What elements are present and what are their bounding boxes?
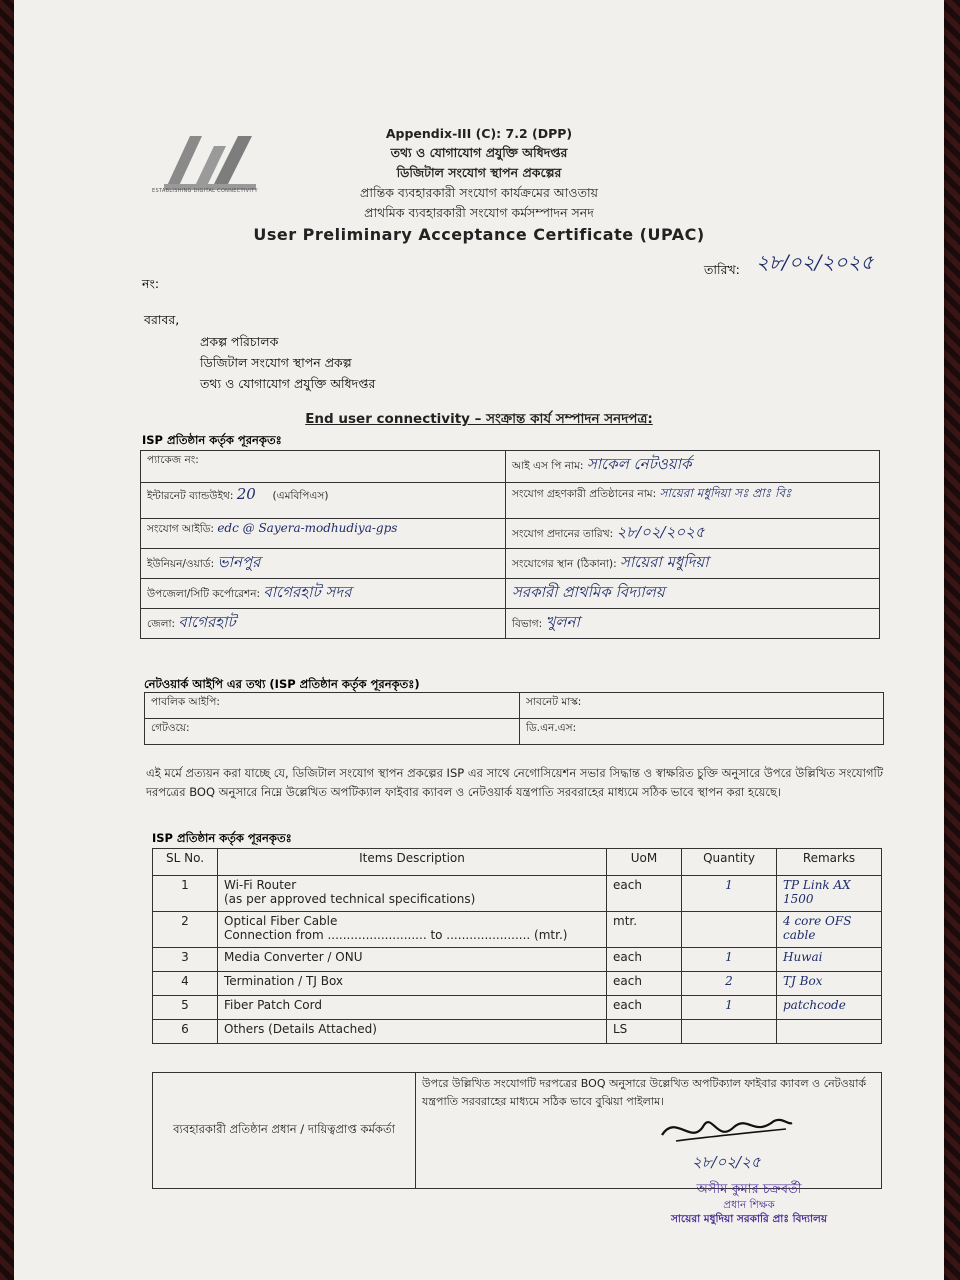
header-description: Items Description bbox=[218, 849, 607, 876]
row-sl: 5 bbox=[153, 996, 218, 1020]
row-sl: 6 bbox=[153, 1020, 218, 1044]
row-desc-line2: Connection from .......................... to ...................... (mtr.) bbox=[224, 928, 568, 942]
row-uom: each bbox=[607, 876, 682, 912]
table-row bbox=[153, 972, 882, 996]
subject-line: End user connectivity – সংক্রান্ত কার্য সম্পাদন সনদপত্র: bbox=[305, 411, 653, 427]
row-desc bbox=[218, 876, 607, 912]
stamp-name: অসীম কুমার চক্রবর্তী bbox=[696, 1182, 802, 1197]
address-line-2: ডিজিটাল সংযোগ স্থাপন প্রকল্প bbox=[200, 355, 352, 370]
acceptance-right-cell bbox=[416, 1073, 882, 1189]
row-uom: each bbox=[607, 948, 682, 972]
union-label: ইউনিয়ন/ওয়ার্ড: bbox=[147, 558, 215, 570]
connection-info-table bbox=[140, 450, 880, 639]
header-uom: UoM bbox=[607, 849, 682, 876]
row-sl: 2 bbox=[153, 912, 218, 948]
union-cell bbox=[141, 549, 506, 579]
row-qty: 1 bbox=[682, 948, 777, 972]
gateway-cell bbox=[145, 719, 520, 745]
address-to: বরাবর, bbox=[144, 312, 180, 327]
row-desc-line2: (as per approved technical specifications) bbox=[224, 892, 476, 906]
table-row bbox=[153, 912, 882, 948]
row-sl: 1 bbox=[153, 876, 218, 912]
signature-icon bbox=[656, 1107, 796, 1153]
row-qty: 1 bbox=[682, 996, 777, 1020]
conn-id-label: সংযোগ আইডি: bbox=[147, 523, 214, 535]
no-label: নং: bbox=[142, 276, 160, 291]
division-label: বিভাগ: bbox=[512, 618, 543, 630]
address-line-1: প্রকল্প পরিচালক bbox=[200, 334, 279, 349]
date-value: ২৮/০২/২০২৫ bbox=[756, 250, 874, 274]
isp-value: সাকেল নেটওয়ার্ক bbox=[586, 455, 692, 473]
certification-statement: এই মর্মে প্রত্যয়ন করা যাচ্ছে যে, ডিজিটাল সংযোগ স্থাপন প্রকল্পের ISP এর সাথে নেগোসিয়েশন সভার সিদ্ধান্ত ও স্বাক্ষরিত চুক্তি অনুসারে উপরে উল্লিখিত সংযোগটি দরপত্রের BOQ অনুসারে নিম্নে উল্লেখিত অপটিক্যাল ফাইবার ক্যাবল ও নেটওয়ার্ক যন্ত্রপাতি সরবরাহের মাধ্যমে সঠিক ভাবে স্থাপন করা হয়েছে। bbox=[146, 766, 884, 799]
subnet-cell bbox=[520, 693, 884, 719]
row-uom: LS bbox=[607, 1020, 682, 1044]
dns-cell bbox=[520, 719, 884, 745]
row-qty: 1 bbox=[682, 876, 777, 912]
section-1-title: ISP প্রতিষ্ঠান কর্তৃক পূরনকৃতঃ bbox=[142, 433, 282, 447]
signature-date: ২৮/০২/২৫ bbox=[692, 1153, 761, 1171]
section-2-title: ISP প্রতিষ্ঠান কর্তৃক পূরনকৃতঃ bbox=[152, 831, 292, 845]
public-ip-label: পাবলিক আইপি: bbox=[151, 696, 220, 708]
upazila-cell bbox=[141, 579, 506, 609]
location-label: সংযোগের স্থান (ঠিকানা): bbox=[512, 558, 617, 570]
stamp-school: সায়েরা মধুদিয়া সরকারি প্রাঃ বিদ্যালয় bbox=[670, 1213, 828, 1225]
row-desc-line1: Wi-Fi Router bbox=[224, 878, 297, 892]
project-title: ডিজিটাল সংযোগ স্থাপন প্রকল্পের bbox=[396, 165, 562, 180]
public-ip-cell bbox=[145, 693, 520, 719]
row-remarks: TJ Box bbox=[777, 972, 882, 996]
address-line-3: তথ্য ও যোগাযোগ প্রযুক্তি অধিদপ্তর bbox=[200, 376, 376, 391]
district-label: জেলা: bbox=[147, 618, 176, 630]
row-remarks bbox=[777, 1020, 882, 1044]
upazila-value: বাগেরহাট সদর bbox=[263, 583, 352, 601]
certificate-bn-title: প্রাথমিক ব্যবহারকারী সংযোগ কর্মসম্পাদন সনদ bbox=[364, 205, 594, 220]
header-remarks: Remarks bbox=[777, 849, 882, 876]
row-uom: each bbox=[607, 972, 682, 996]
certificate-en-title: User Preliminary Acceptance Certificate (UPAC) bbox=[253, 225, 705, 244]
location-cont-cell bbox=[506, 579, 880, 609]
department-title: তথ্য ও যোগাযোগ প্রযুক্তি অধিদপ্তর bbox=[390, 145, 568, 160]
district-cell bbox=[141, 609, 506, 639]
items-table bbox=[152, 848, 882, 1044]
dns-label: ডি.এন.এস: bbox=[526, 722, 577, 734]
table-row bbox=[153, 948, 882, 972]
network-table bbox=[144, 692, 884, 745]
conn-id-cell bbox=[141, 519, 506, 549]
location-cell bbox=[506, 549, 880, 579]
table-row bbox=[153, 1020, 882, 1044]
row-desc bbox=[218, 912, 607, 948]
bandwidth-label: ইন্টারনেট ব্যান্ডউইথ: bbox=[147, 490, 234, 502]
row-desc: Termination / TJ Box bbox=[218, 972, 607, 996]
conn-date-cell bbox=[506, 519, 880, 549]
isp-cell bbox=[506, 451, 880, 483]
isp-label: আই এস পি নাম: bbox=[512, 460, 584, 472]
network-section-title: নেটওয়ার্ক আইপি এর তথ্য (ISP প্রতিষ্ঠান কর্তৃক পূরনকৃতঃ) bbox=[144, 677, 420, 691]
location-value: সায়েরা মধুদিয়া bbox=[619, 553, 709, 571]
stamp-title: প্রধান শিক্ষক bbox=[723, 1199, 775, 1211]
row-remarks: TP Link AX 1500 bbox=[777, 876, 882, 912]
table-row bbox=[153, 996, 882, 1020]
table-row bbox=[153, 876, 882, 912]
conn-date-value: ২৮/০২/২০২৫ bbox=[616, 523, 705, 541]
row-desc: Fiber Patch Cord bbox=[218, 996, 607, 1020]
row-qty bbox=[682, 912, 777, 948]
row-sl: 4 bbox=[153, 972, 218, 996]
row-uom: each bbox=[607, 996, 682, 1020]
date-label: তারিখ: bbox=[704, 262, 740, 277]
subnet-label: সাবনেট মাস্ক: bbox=[526, 696, 582, 708]
org-cell bbox=[506, 483, 880, 519]
header-sl: SL No. bbox=[153, 849, 218, 876]
conn-date-label: সংযোগ প্রদানের তারিখ: bbox=[512, 528, 614, 540]
org-label: সংযোগ গ্রহণকারী প্রতিষ্ঠানের নাম: bbox=[512, 488, 657, 500]
org-value: সায়েরা মধুদিয়া সঃ প্রাঃ বিঃ bbox=[659, 486, 792, 500]
conn-id-value: edc @ Sayera-modhudiya-gps bbox=[217, 521, 398, 535]
row-desc: Media Converter / ONU bbox=[218, 948, 607, 972]
division-cell bbox=[506, 609, 880, 639]
row-uom: mtr. bbox=[607, 912, 682, 948]
row-remarks: patchcode bbox=[777, 996, 882, 1020]
row-sl: 3 bbox=[153, 948, 218, 972]
package-cell bbox=[141, 451, 506, 483]
logo-caption: ESTABLISHING DIGITAL CONNECTIVITY bbox=[152, 188, 258, 194]
package-label: প্যাকেজ নং: bbox=[147, 454, 199, 466]
division-value: খুলনা bbox=[545, 613, 580, 631]
appendix-label: Appendix-III (C): 7.2 (DPP) bbox=[385, 126, 573, 141]
acceptance-left-label: ব্যবহারকারী প্রতিষ্ঠান প্রধান / দায়িত্বপ্রাপ্ত কর্মকর্তা bbox=[173, 1122, 395, 1136]
bandwidth-cell bbox=[141, 483, 506, 519]
location-value-2: সরকারী প্রাথমিক বিদ্যালয় bbox=[512, 583, 665, 601]
acceptance-left-cell bbox=[153, 1073, 416, 1189]
bandwidth-value: 20 bbox=[236, 485, 256, 503]
row-qty: 2 bbox=[682, 972, 777, 996]
program-title: প্রান্তিক ব্যবহারকারী সংযোগ কার্যক্রমের আওতায় bbox=[360, 185, 598, 200]
row-desc: Others (Details Attached) bbox=[218, 1020, 607, 1044]
header-quantity: Quantity bbox=[682, 849, 777, 876]
document-page bbox=[14, 0, 944, 1280]
upazila-label: উপজেলা/সিটি কর্পোরেশন: bbox=[147, 588, 261, 600]
row-desc-line1: Optical Fiber Cable bbox=[224, 914, 338, 928]
bandwidth-unit: (এমবিপিএস) bbox=[272, 490, 329, 502]
row-remarks: Huwai bbox=[777, 948, 882, 972]
acceptance-table bbox=[152, 1072, 882, 1189]
union-value: ভানপুর bbox=[217, 553, 261, 571]
district-value: বাগেরহাট bbox=[178, 613, 236, 631]
row-qty bbox=[682, 1020, 777, 1044]
row-remarks: 4 core OFS cable bbox=[777, 912, 882, 948]
acceptance-text: উপরে উল্লিখিত সংযোগটি দরপত্রের BOQ অনুসারে উল্লেখিত অপটিক্যাল ফাইবার ক্যাবল ও নেটওয়ার্ক যন্ত্রপাতি সরবরাহের মাধ্যমে সঠিক ভাবে বুঝিয়া পাইলাম। bbox=[422, 1077, 867, 1108]
gateway-label: গেটওয়ে: bbox=[151, 722, 190, 734]
